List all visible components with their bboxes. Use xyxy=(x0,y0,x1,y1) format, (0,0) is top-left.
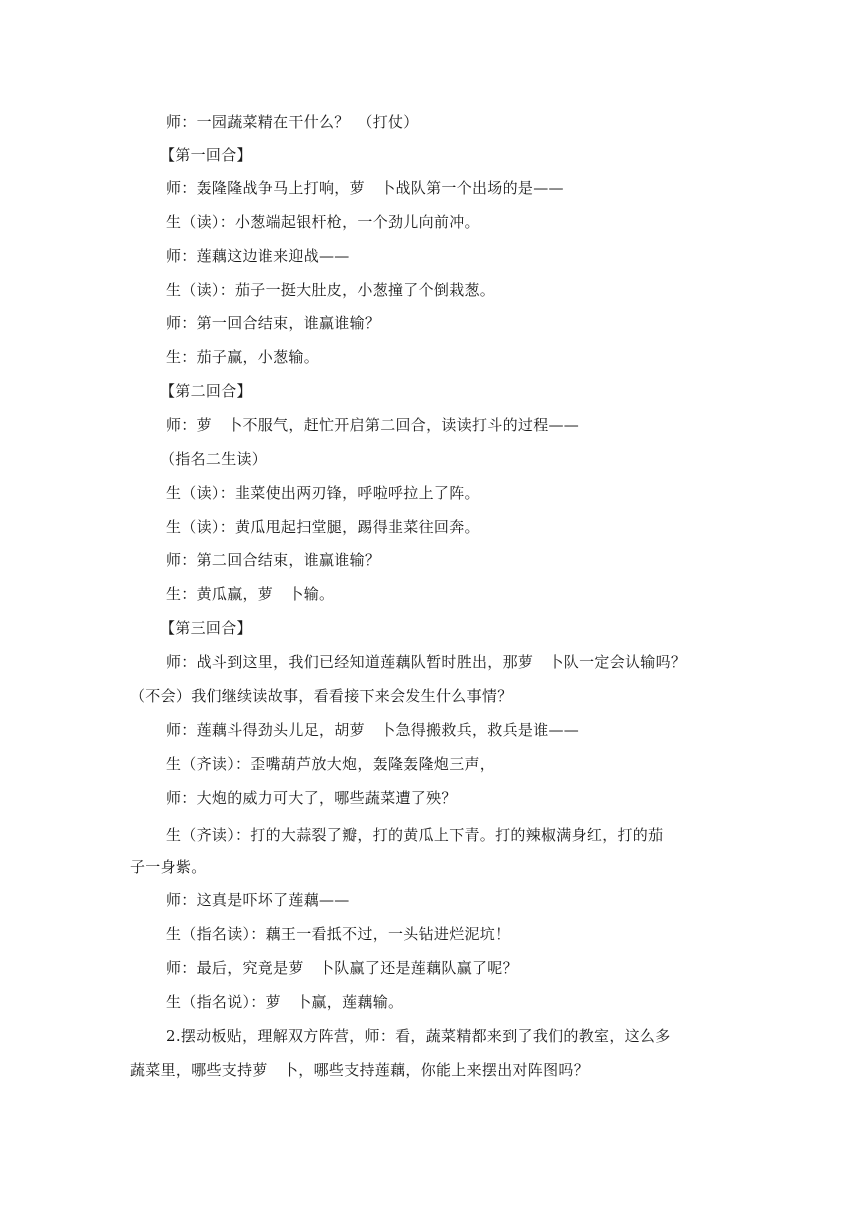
dialogue-line: 师：莲藕斗得劲头儿足，胡萝 卜急得搬救兵，救兵是谁—— xyxy=(166,721,580,739)
dialogue-line: 生（读）：小葱端起银杆枪，一个劲儿向前冲。 xyxy=(166,213,480,231)
section-heading-round-3: 【第三回合】 xyxy=(160,619,252,637)
dialogue-line: 师：莲藕这边谁来迎战—— xyxy=(166,247,350,265)
dialogue-line: 师：萝 卜不服气，赶忙开启第二回合，读读打斗的过程—— xyxy=(166,416,580,434)
dialogue-line: 生（读）：韭菜使出两刃锋，呼啦呼拉上了阵。 xyxy=(166,484,480,502)
dialogue-line: 师：第一回合结束，谁赢谁输？ xyxy=(166,314,381,332)
dialogue-line-continuation: （不会）我们继续读故事，看看接下来会发生什么事情？ xyxy=(130,687,513,705)
dialogue-line: 生：茄子赢，小葱输。 xyxy=(166,348,320,366)
instruction-paragraph: 2.摆动板贴，理解双方阵营，师：看，蔬菜精都来到了我们的教室，这么多 xyxy=(166,1027,671,1045)
dialogue-line: 生（齐读）：歪嘴葫芦放大炮，轰隆轰隆炮三声， xyxy=(166,755,496,773)
dialogue-line: 师：轰隆隆战争马上打响，萝 卜战队第一个出场的是—— xyxy=(166,179,564,197)
dialogue-line: 生（读）：黄瓜甩起扫堂腿，踢得韭菜往回奔。 xyxy=(166,518,480,536)
instruction-paragraph-continuation: 蔬菜里，哪些支持萝 卜，哪些支持莲藕，你能上来摆出对阵图吗？ xyxy=(130,1061,590,1079)
dialogue-line: 师：大炮的威力可大了，哪些蔬菜遭了殃？ xyxy=(166,789,457,807)
dialogue-line: 师：第二回合结束，谁赢谁输？ xyxy=(166,551,381,569)
stage-direction: （指名二生读） xyxy=(160,450,268,468)
dialogue-line: 师：一园蔬菜精在干什么？ （打仗） xyxy=(166,113,419,131)
dialogue-line: 生（齐读）：打的大蒜裂了瓣，打的黄瓜上下青。打的辣椒满身红，打的茄 xyxy=(166,826,664,844)
section-heading-round-2: 【第二回合】 xyxy=(160,382,252,400)
dialogue-line: 师：这真是吓坏了莲藕—— xyxy=(166,891,350,909)
section-heading-round-1: 【第一回合】 xyxy=(160,146,252,164)
dialogue-line: 师：战斗到这里，我们已经知道莲藕队暂时胜出，那萝 卜队一定会认输吗？ xyxy=(166,653,687,671)
dialogue-line: 师：最后，究竟是萝 卜队赢了还是莲藕队赢了呢？ xyxy=(166,959,518,977)
dialogue-line: 生（指名说）：萝 卜赢，莲藕输。 xyxy=(166,993,404,1011)
dialogue-line-continuation: 子一身紫。 xyxy=(130,858,207,876)
dialogue-line: 生：黄瓜赢，萝 卜输。 xyxy=(166,585,335,603)
dialogue-line: 生（读）：茄子一挺大肚皮，小葱撞了个倒栽葱。 xyxy=(166,281,496,299)
dialogue-line: 生（指名读）：藕王一看抵不过，一头钻进烂泥坑！ xyxy=(166,925,511,943)
